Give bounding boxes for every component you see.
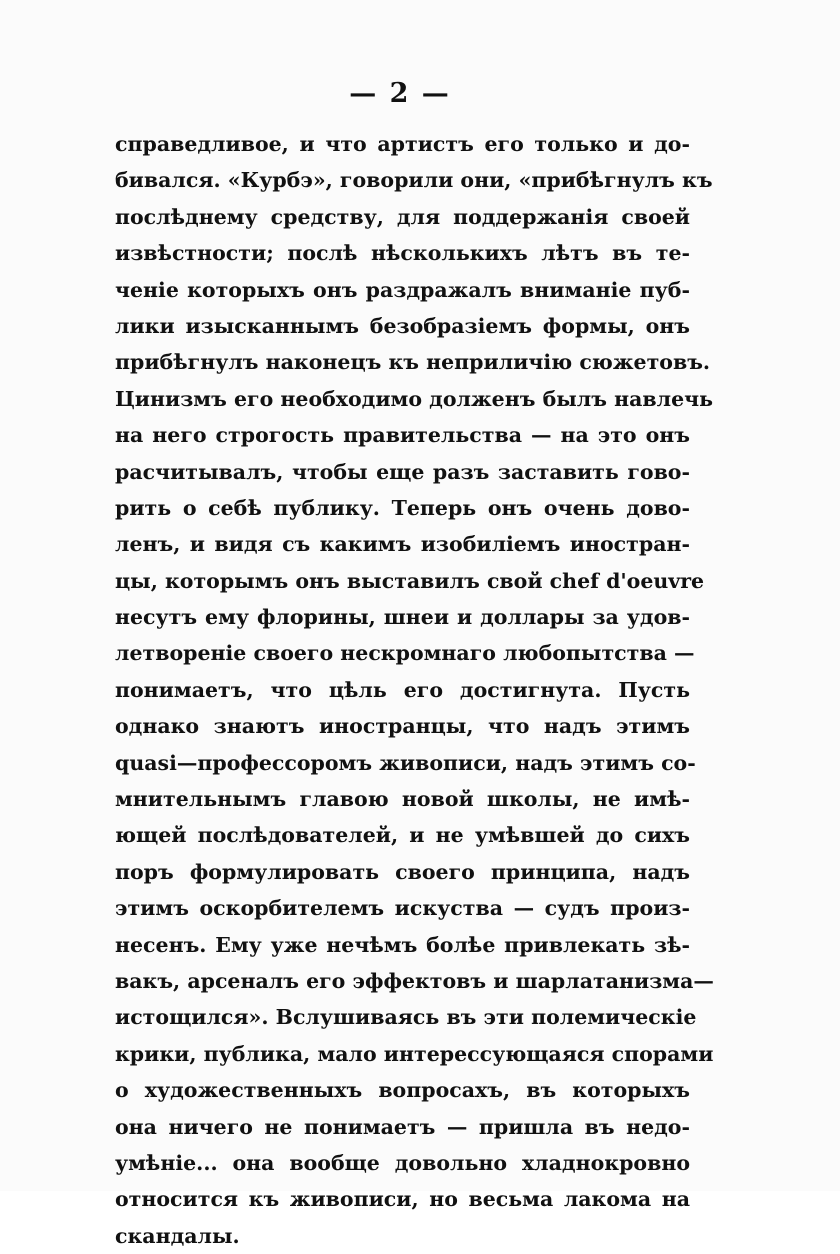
text-line: извѣстности; послѣ нѣсколькихъ лѣтъ въ те- <box>115 241 690 266</box>
text-line: цы, которымъ онъ выставилъ свой chef d'oeuvre <box>115 568 705 593</box>
text-line: однако знаютъ иностранцы, что надъ этимъ <box>115 714 690 739</box>
text-line: поръ формулировать своего принципа, надъ <box>115 859 690 884</box>
text-line: справедливое, и что артистъ его только и до- <box>115 132 690 156</box>
text-line: лики изысканнымъ безобразіемъ формы, онъ <box>115 313 690 338</box>
text-line: quasi—профессоромъ живописи, надъ этимъ со- <box>115 750 696 775</box>
text-line: истощился». Вслушиваясь въ эти полемическіе <box>115 1005 697 1030</box>
text-line: летвореніе своего нескромнаго любопытства — <box>115 641 695 666</box>
text-line: крики, публика, мало интерессующаяся спорами <box>115 1041 714 1066</box>
text-line: мнительнымъ главою новой школы, не имѣ- <box>115 787 690 812</box>
text-line: скандалы. <box>115 1223 240 1248</box>
text-line: ленъ, и видя съ какимъ изобиліемъ иностран- <box>115 532 690 557</box>
text-line: послѣднему средству, для поддержанія своей <box>115 204 690 229</box>
page-number: — 2 — <box>349 78 451 109</box>
text-line: прибѣгнулъ наконецъ къ неприличію сюжетовъ. <box>115 350 711 375</box>
text-line: рить о себѣ публику. Теперь онъ очень дово- <box>115 495 690 520</box>
text-line: на него строгость правительства — на это онъ <box>115 423 690 448</box>
text-line: ченіе которыхъ онъ раздражалъ вниманіе пуб- <box>115 277 690 302</box>
text-line: относится къ живописи, но весьма лакома на <box>115 1187 690 1212</box>
text-line: о художественныхъ вопросахъ, въ которыхъ <box>115 1078 690 1103</box>
text-line: этимъ оскорбителемъ искуства — судъ произ- <box>115 896 690 921</box>
text-line: она ничего не понимаетъ — пришла въ недо- <box>115 1114 690 1139</box>
text-line: бивался. «Курбэ», говорили они, «прибѣгнулъ къ <box>115 168 713 193</box>
text-line: вакъ, арсеналъ его эффектовъ и шарлатанизма— <box>115 968 714 993</box>
text-line: умѣніе... она вообще довольно хладнокровно <box>115 1150 690 1175</box>
text-line: несутъ ему флорины, шнеи и доллары за удов- <box>115 605 690 630</box>
text-line: ющей послѣдователей, и не умѣвшей до сихъ <box>115 823 690 848</box>
body-text <box>115 126 714 1254</box>
text-line: Цинизмъ его необходимо долженъ былъ навлечь <box>115 386 714 411</box>
text-line: понимаетъ, что цѣль его достигнута. Пусть <box>115 677 690 702</box>
text-line: расчитывалъ, чтобы еще разъ заставить гово- <box>115 459 690 484</box>
text-line: несенъ. Ему уже нечѣмъ болѣе привлекать зѣ- <box>115 932 690 957</box>
